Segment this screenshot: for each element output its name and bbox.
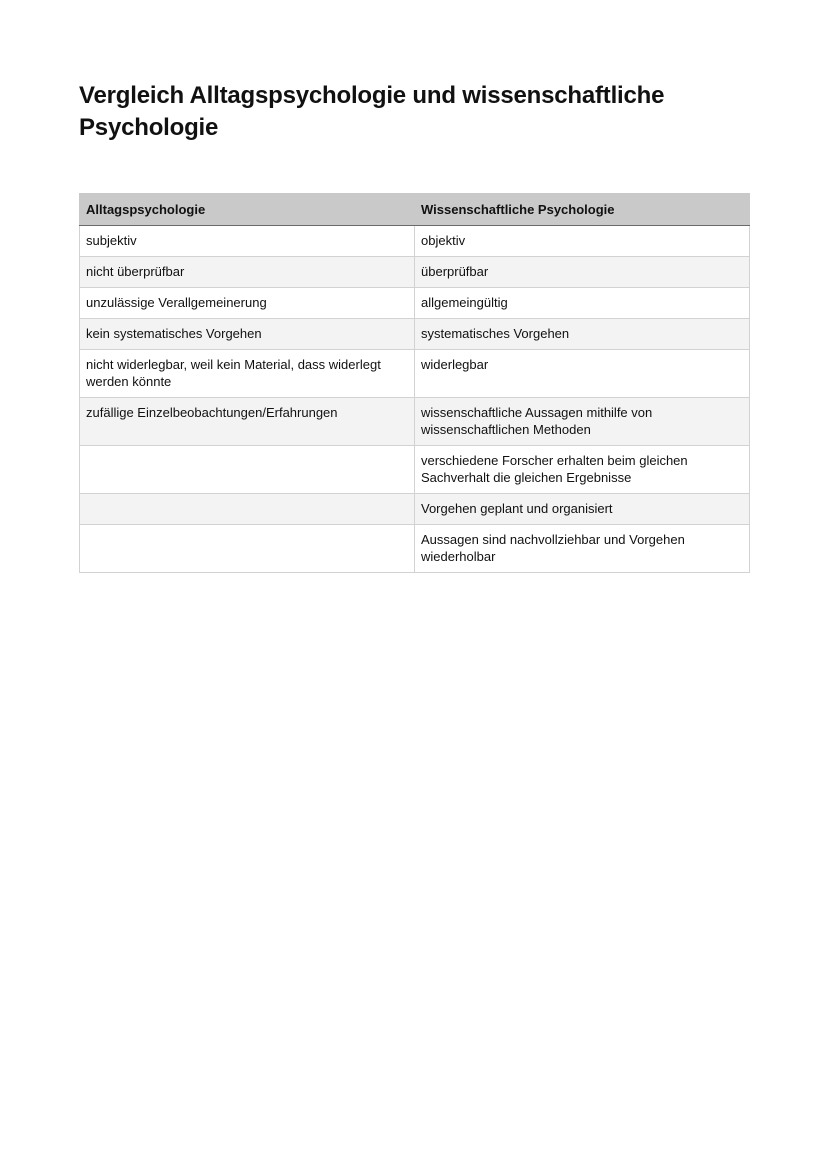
table-row <box>80 350 750 398</box>
table-row <box>80 398 750 446</box>
table-cell: unzulässige Verallgemeinerung <box>80 288 415 319</box>
table-cell: kein systematisches Vorgehen <box>80 319 415 350</box>
table-cell: widerlegbar <box>415 350 750 398</box>
table-cell: Vorgehen geplant und organisiert <box>415 494 750 525</box>
table-header-row <box>80 194 750 226</box>
table-cell: objektiv <box>415 226 750 257</box>
table-cell: subjektiv <box>80 226 415 257</box>
table-row <box>80 446 750 494</box>
table-cell: wissenschaftliche Aussagen mithilfe von wissenschaftlichen Methoden <box>415 398 750 446</box>
table-cell: systematisches Vorgehen <box>415 319 750 350</box>
table-row <box>80 257 750 288</box>
table-cell: verschiedene Forscher erhalten beim gleichen Sachverhalt die gleichen Ergebnisse <box>415 446 750 494</box>
table-row <box>80 494 750 525</box>
column-header-wissenschaftliche-psychologie: Wissenschaftliche Psychologie <box>415 194 750 226</box>
table-row <box>80 288 750 319</box>
table-cell: Aussagen sind nachvollziehbar und Vorgehen wiederholbar <box>415 525 750 573</box>
table-cell: überprüfbar <box>415 257 750 288</box>
table-cell: zufällige Einzelbeobachtungen/Erfahrungen <box>80 398 415 446</box>
page-title: Vergleich Alltagspsychologie und wissenschaftliche Psychologie <box>79 82 665 141</box>
column-header-alltagspsychologie: Alltagspsychologie <box>80 194 415 226</box>
table-cell <box>80 525 415 573</box>
table-cell: nicht widerlegbar, weil kein Material, dass widerlegt werden könnte <box>80 350 415 398</box>
table-row <box>80 525 750 573</box>
table-row <box>80 226 750 257</box>
table-cell: nicht überprüfbar <box>80 257 415 288</box>
comparison-table <box>79 193 750 573</box>
table-cell <box>80 446 415 494</box>
table-cell: allgemeingültig <box>415 288 750 319</box>
table-row <box>80 319 750 350</box>
table-cell <box>80 494 415 525</box>
